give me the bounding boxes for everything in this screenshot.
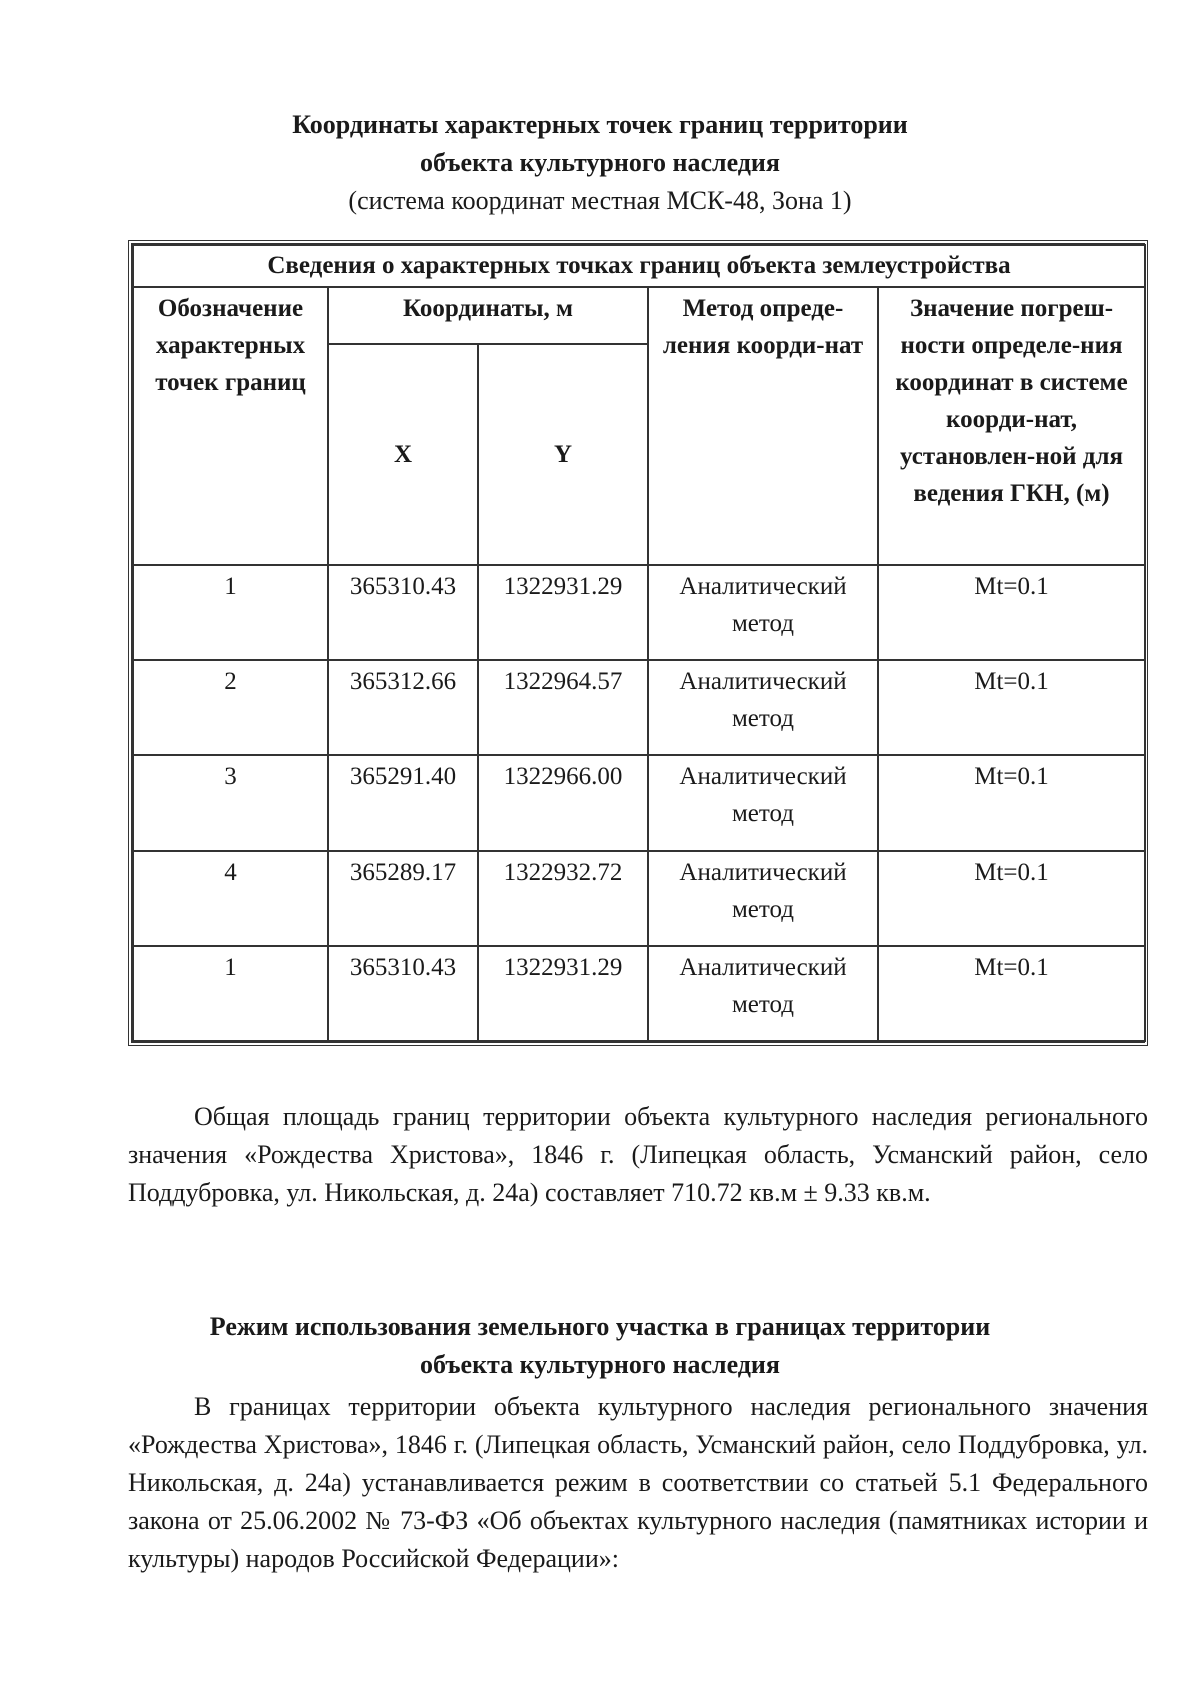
cell-x: 365310.43	[328, 946, 478, 1041]
cell-y: 1322931.29	[478, 946, 648, 1041]
cell-point: 2	[133, 660, 328, 755]
cell-method: Аналитический метод	[648, 660, 878, 755]
cell-method: Аналитический метод	[648, 851, 878, 946]
cell-error: Mt=0.1	[878, 946, 1145, 1041]
cell-y: 1322931.29	[478, 565, 648, 660]
table-row	[133, 565, 1145, 660]
regime-title-line-2: объекта культурного наследия	[420, 1350, 780, 1379]
cell-x: 365310.43	[328, 565, 478, 660]
regime-text: В границах территории объекта культурного наследия регионального значения «Рождества Христова», 1846 г. (Липецкая область, Усманский район, село Поддубровка, ул. Никольская, д. 24а) устанавливается режим в соответствии со статьей 5.1 Федерального закона от 25.06.2002 № 73-ФЗ «Об объектах культурного наследия (памятниках истории и культуры) народов Российской Федерации»:	[128, 1392, 1148, 1573]
header-x: X	[328, 344, 478, 564]
cell-point: 3	[133, 755, 328, 850]
cell-x: 365291.40	[328, 755, 478, 850]
header-y: Y	[478, 344, 648, 564]
header-coordinates: Координаты, м	[328, 287, 648, 345]
cell-point: 1	[133, 565, 328, 660]
table-row	[133, 946, 1145, 1041]
cell-point: 1	[133, 946, 328, 1041]
regime-paragraph	[128, 1388, 1148, 1578]
cell-y: 1322966.00	[478, 755, 648, 850]
cell-x: 365312.66	[328, 660, 478, 755]
document-title-line-1: Координаты характерных точек границ территории	[292, 110, 908, 139]
regime-title-line-1: Режим использования земельного участка в границах территории	[209, 1312, 991, 1341]
header-error-value: Значение погреш-ности определе-ния координат в системе коорди-нат, установлен-ной для ведения ГКН, (м)	[878, 287, 1145, 565]
header-method: Метод опреде-ления коорди-нат	[648, 287, 878, 565]
table-row	[133, 851, 1145, 946]
table-caption: Сведения о характерных точках границ объекта землеустройства	[133, 245, 1145, 287]
table-row	[133, 755, 1145, 850]
cell-error: Mt=0.1	[878, 755, 1145, 850]
total-area-text: Общая площадь границ территории объекта культурного наследия регионального значения «Рождества Христова», 1846 г. (Липецкая область, Усманский район, село Поддубровка, ул. Никольская, д. 24а) составляет 710.72 кв.м ± 9.33 кв.м.	[128, 1102, 1148, 1207]
header-point-designation: Обозначение характерных точек границ	[133, 287, 328, 565]
document-title-line-2: объекта культурного наследия	[420, 148, 780, 177]
table-row	[133, 660, 1145, 755]
cell-method: Аналитический метод	[648, 755, 878, 850]
cell-x: 365289.17	[328, 851, 478, 946]
total-area-paragraph	[128, 1098, 1148, 1212]
cell-error: Mt=0.1	[878, 565, 1145, 660]
cell-point: 4	[133, 851, 328, 946]
coordinates-table	[128, 240, 1148, 1046]
cell-method: Аналитический метод	[648, 946, 878, 1041]
coordinate-system-subtitle: (система координат местная МСК-48, Зона 1)	[348, 186, 852, 215]
cell-error: Mt=0.1	[878, 851, 1145, 946]
cell-y: 1322964.57	[478, 660, 648, 755]
cell-method: Аналитический метод	[648, 565, 878, 660]
cell-error: Mt=0.1	[878, 660, 1145, 755]
cell-y: 1322932.72	[478, 851, 648, 946]
